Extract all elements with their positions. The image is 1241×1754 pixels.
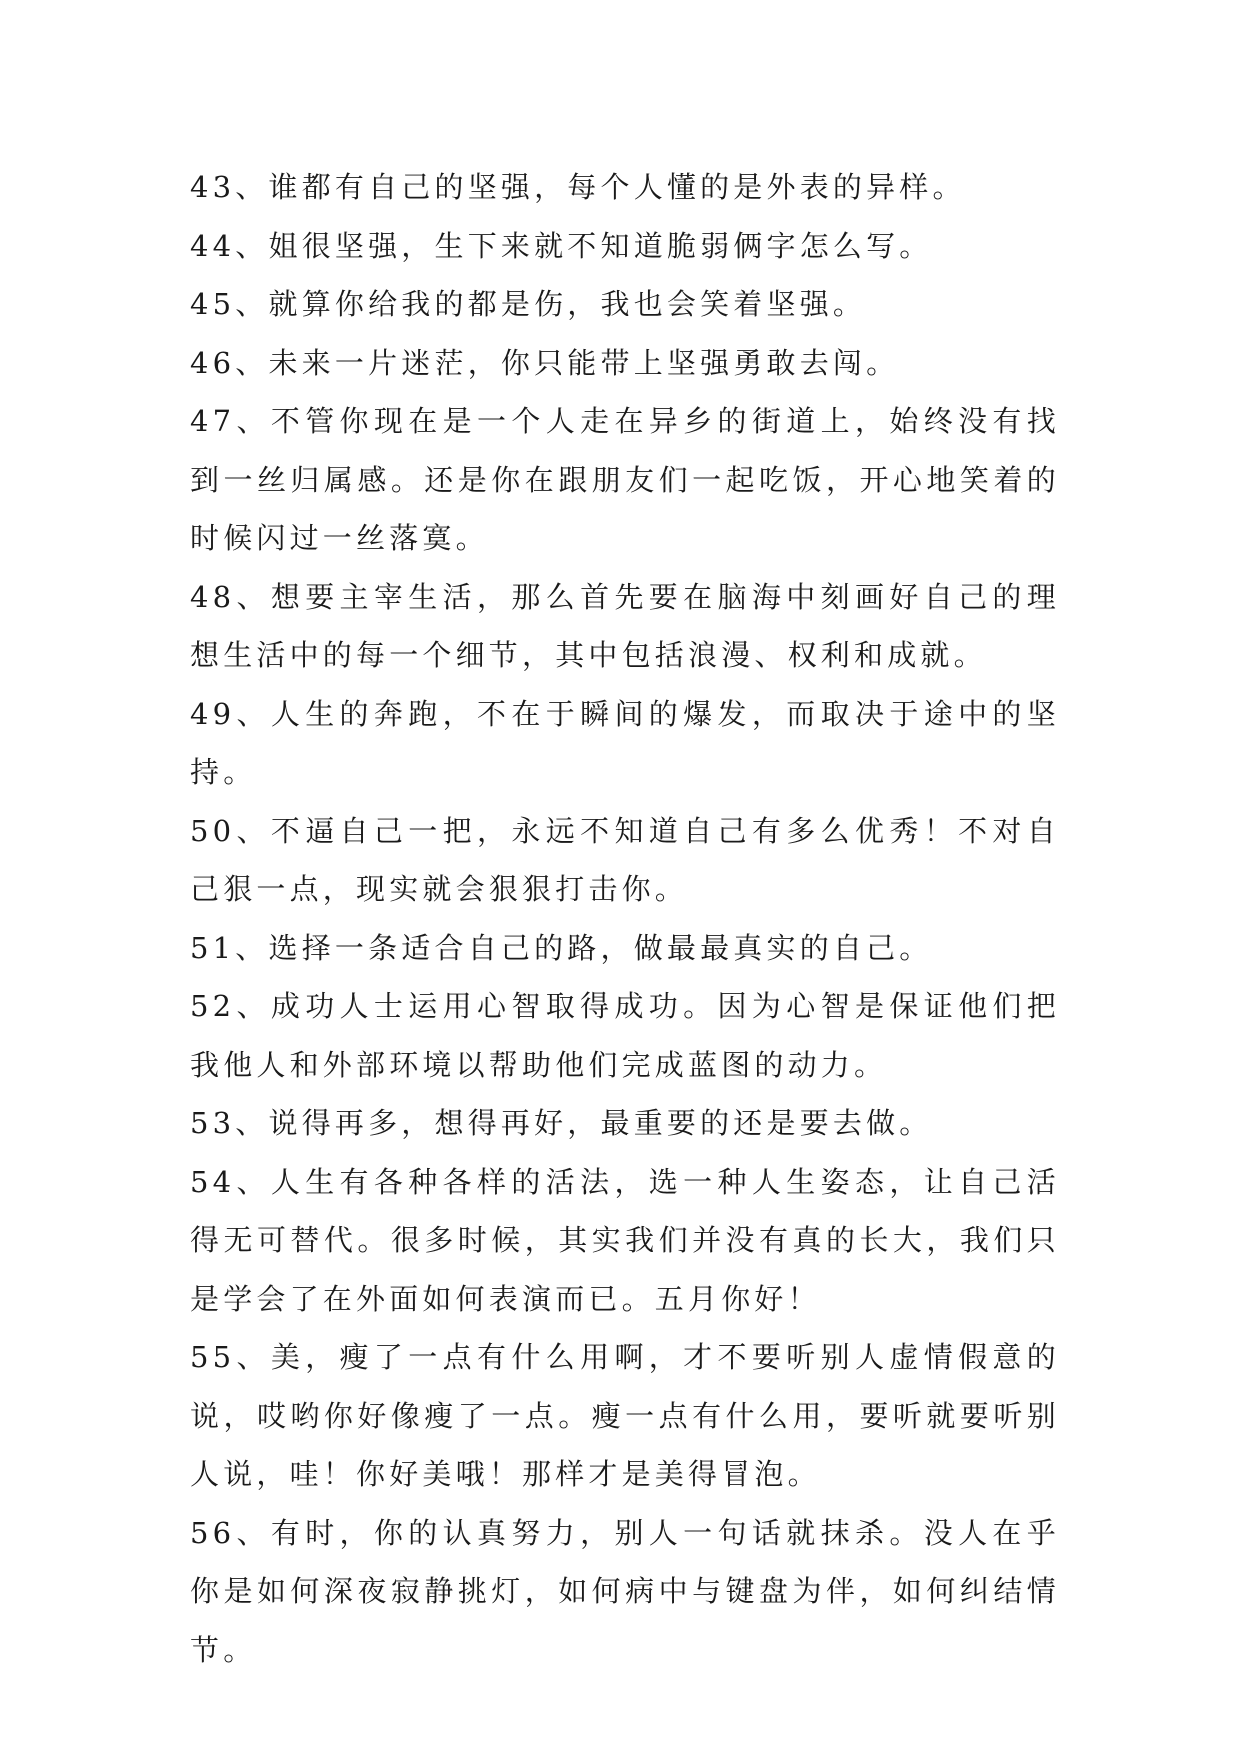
- paragraph-52: 52、成功人士运用心智取得成功。因为心智是保证他们把我他人和外部环境以帮助他们完成蓝图的动力。: [190, 989, 1060, 1082]
- paragraph-45: 45、就算你给我的都是伤，我也会笑着坚强。: [190, 287, 867, 321]
- paragraph-49: 49、人生的奔跑，不在于瞬间的爆发，而取决于途中的坚持。: [190, 696, 1060, 789]
- paragraph-46: 46、未来一片迷茫，你只能带上坚强勇敢去闯。: [190, 345, 900, 380]
- paragraph-50: 50、不逼自己一把，永远不知道自己有多么优秀！不对自己狠一点，现实就会狠狠打击你。: [190, 813, 1060, 906]
- paragraph-47: 47、不管你现在是一个人走在异乡的街道上，始终没有找到一丝归属感。还是你在跟朋友们一起吃饭，开心地笑着的时候闪过一丝落寞。: [190, 404, 1060, 555]
- document-body: [190, 158, 1060, 1679]
- paragraph-53: 53、说得再多，想得再好，最重要的还是要去做。: [190, 1106, 933, 1140]
- paragraph-48: 48、想要主宰生活，那么首先要在脑海中刻画好自己的理想生活中的每一个细节，其中包括浪漫、权利和成就。: [190, 579, 1060, 672]
- paragraph-55: 55、美，瘦了一点有什么用啊，才不要听别人虚情假意的说，哎哟你好像瘦了一点。瘦一点有什么用，要听就要听别人说，哇！你好美哦！那样才是美得冒泡。: [190, 1340, 1060, 1491]
- paragraph-43: 43、谁都有自己的坚强，每个人懂的是外表的异样。: [190, 170, 966, 204]
- paragraph-54: 54、人生有各种各样的活法，选一种人生姿态，让自己活得无可替代。很多时候，其实我们并没有真的长大，我们只是学会了在外面如何表演而已。五月你好！: [190, 1164, 1060, 1316]
- paragraph-44: 44、姐很坚强，生下来就不知道脆弱俩字怎么写。: [190, 228, 933, 263]
- paragraph-56: 56、有时，你的认真努力，别人一句话就抹杀。没人在乎你是如何深夜寂静挑灯，如何病中与键盘为伴，如何纠结情节。: [190, 1515, 1060, 1667]
- paragraph-51: 51、选择一条适合自己的路，做最最真实的自己。: [190, 930, 933, 965]
